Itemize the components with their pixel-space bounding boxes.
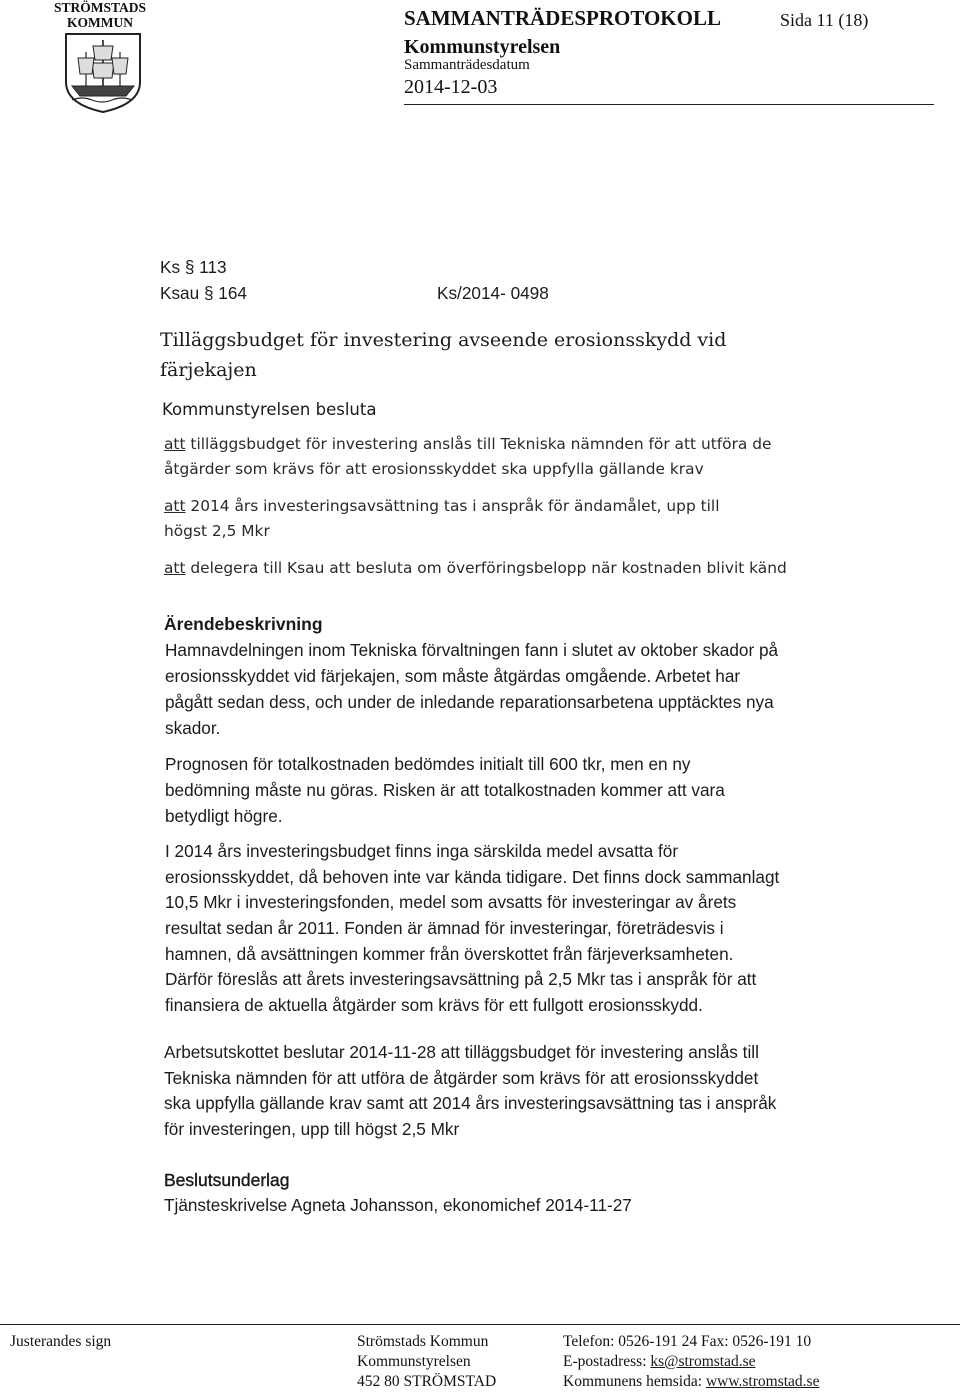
description-p3-line-1: I 2014 års investeringsbudget finns inga särskilda medel avsatta för: [165, 841, 679, 861]
att-keyword: att: [164, 435, 186, 453]
basis-heading: Beslutsunderlag: [164, 1170, 290, 1190]
case-number: Ks/2014- 0498: [437, 283, 549, 303]
footer-email-line: [563, 1352, 756, 1372]
basis-document: Tjänsteskrivelse Agneta Johansson, ekonomichef 2014-11-27: [164, 1195, 632, 1215]
page-number: Sida 11 (18): [780, 10, 869, 30]
email-link[interactable]: ks@stromstad.se: [650, 1353, 756, 1370]
footer-divider: [0, 1324, 960, 1325]
description-p4-line-1: Arbetsutskottet beslutar 2014-11-28 att tilläggsbudget för investering anslås till: [164, 1042, 759, 1062]
description-p3-line-2: erosionsskyddet, då behoven inte var kända tidigare. Det finns dock sammanlagt: [165, 867, 780, 887]
municipality-logo-text: [48, 0, 152, 30]
description-p4-line-2: Tekniska nämnden för att utföra de åtgärder som krävs för att erosionsskyddet: [164, 1068, 759, 1088]
header-divider: [404, 104, 934, 105]
att-keyword: att: [164, 559, 186, 577]
att-keyword: att: [164, 497, 186, 515]
description-p3-line-4: resultat sedan år 2011. Fonden är ämnad för investeringar, företrädesvis i: [165, 918, 724, 938]
description-p3-line-6: Därför föreslås att årets investeringsavsättning på 2,5 Mkr tas i anspråk för att: [165, 969, 757, 989]
decision-item-2-line-1: [164, 497, 719, 515]
description-heading: Ärendebeskrivning: [164, 614, 323, 634]
description-p3-line-7: finansiera de aktuella åtgärder som krävs för ett fullgott erosionsskydd.: [165, 995, 703, 1015]
website-link[interactable]: www.stromstad.se: [705, 1373, 820, 1390]
footer-address: 452 80 STRÖMSTAD: [357, 1373, 497, 1390]
description-p1-line-3: pågått sedan dess, och under de inledande reparationsarbetena upptäcktes nya: [165, 692, 774, 712]
website-label: Kommunens hemsida:: [563, 1373, 706, 1390]
description-p2-line-2: bedömning måste nu göras. Risken är att totalkostnaden kommer att vara: [165, 780, 725, 800]
footer-web-line: [563, 1372, 819, 1392]
signature-label: Justerandes sign: [10, 1333, 112, 1350]
description-p3-line-3: 10,5 Mkr i investeringsfonden, medel som avsatts för investeringar av årets: [165, 892, 737, 912]
decision-item-2-line-2: högst 2,5 Mkr: [164, 522, 270, 540]
case-title-line-2: färjekajen: [160, 359, 257, 381]
description-p1-line-2: erosionsskyddet vid färjekajen, som måste åtgärdas omgående. Arbetet har: [165, 666, 741, 686]
meeting-date-label: Sammanträdesdatum: [404, 57, 530, 73]
footer-org-name: Strömstads Kommun: [357, 1333, 489, 1350]
body-name: Kommunstyrelsen: [404, 36, 561, 58]
email-label: E-postadress:: [563, 1353, 651, 1370]
description-p1-line-4: skador.: [165, 718, 221, 738]
footer-body-name: Kommunstyrelsen: [357, 1353, 471, 1370]
case-title-line-1: Tilläggsbudget för investering avseende erosionsskydd vid: [160, 329, 727, 351]
description-p1-line-1: Hamnavdelningen inom Tekniska förvaltningen fann i slutet av oktober skador på: [165, 640, 779, 660]
decision-item-text: 2014 års investeringsavsättning tas i anspråk för ändamålet, upp till: [185, 497, 720, 515]
logo-line-2: KOMMUN: [67, 15, 133, 30]
description-p2-line-1: Prognosen för totalkostnaden bedömdes initialt till 600 tkr, men en ny: [165, 754, 691, 774]
description-p3-line-5: hamnen, då avsättningen kommer från överskottet från färjeverksamheten.: [165, 944, 734, 964]
ks-paragraph-ref: Ks § 113: [160, 257, 227, 277]
ksau-paragraph-ref: Ksau § 164: [160, 283, 247, 303]
description-p4-line-3: ska uppfylla gällande krav samt att 2014 års investeringsavsättning tas i anspråk: [164, 1093, 777, 1113]
logo-line-1: STRÖMSTADS: [53, 0, 147, 15]
footer-phone-fax: Telefon: 0526-191 24 Fax: 0526-191 10: [563, 1333, 812, 1350]
decision-item-1-line-2: åtgärder som krävs för att erosionsskyddet ska uppfylla gällande krav: [164, 460, 704, 478]
description-p4-line-4: för investeringen, upp till högst 2,5 Mkr: [164, 1119, 460, 1139]
decision-item-1-line-1: [164, 435, 771, 453]
document-type: SAMMANTRÄDESPROTOKOLL: [404, 6, 721, 30]
description-p2-line-3: betydligt högre.: [165, 806, 283, 826]
meeting-date: 2014-12-03: [404, 76, 498, 98]
coat-of-arms-ship-icon: [60, 30, 146, 114]
decision-item-3-line-1: [164, 559, 787, 577]
decision-heading: Kommunstyrelsen besluta: [162, 400, 377, 419]
decision-item-text: tilläggsbudget för investering anslås till Tekniska nämnden för att utföra de: [185, 435, 772, 453]
decision-item-text: delegera till Ksau att besluta om överföringsbelopp när kostnaden blivit känd: [185, 559, 787, 577]
